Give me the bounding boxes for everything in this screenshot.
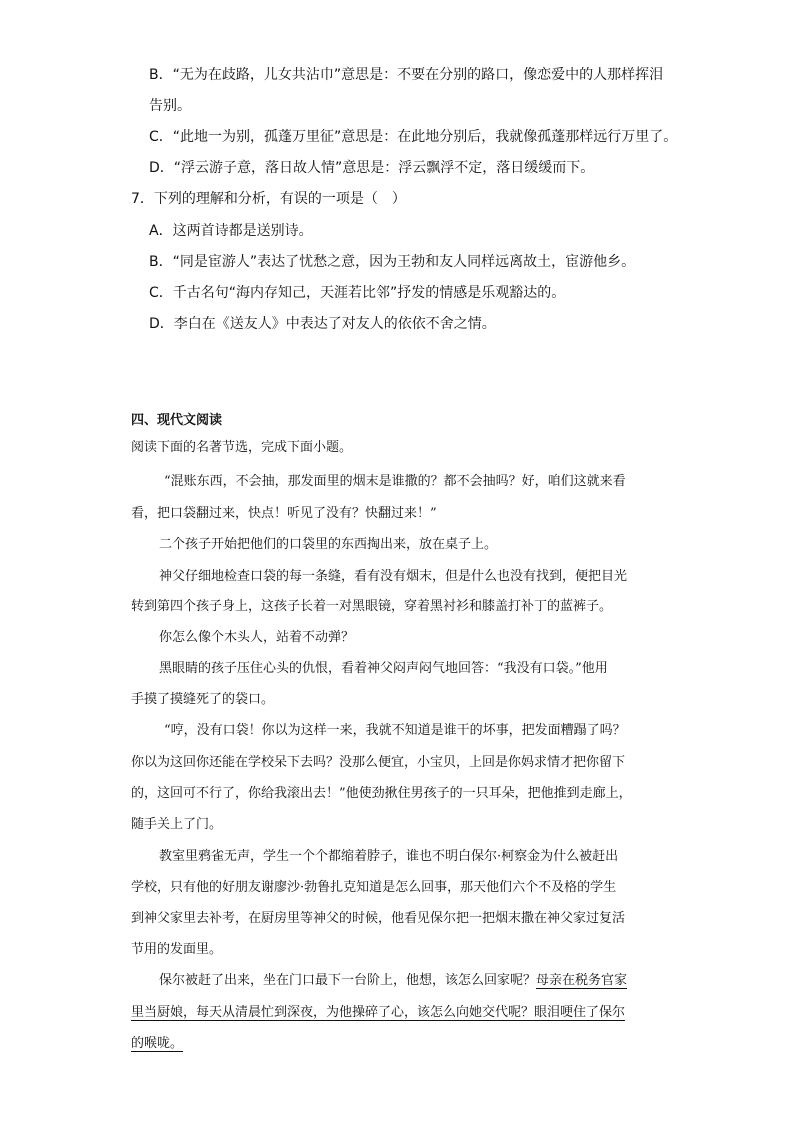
- section-title: 四、现代文阅读: [131, 413, 223, 428]
- passage-p1-line2: 看，把口袋翻过来，快点！听见了没有？快翻过来！”: [131, 506, 437, 521]
- q7-option-a: A．这两首诗都是送别诗。: [149, 223, 313, 239]
- passage-p7-line4: 节用的发面里。: [131, 942, 223, 957]
- passage-p8-line3: 的喉咙。: [131, 1036, 184, 1051]
- passage-p2: 二个孩子开始把他们的口袋里的东西掏出来，放在桌子上。: [159, 537, 498, 552]
- passage-p3-line2: 转到第四个孩子身上，这孩子长着一对黑眼镜，穿着黑衬衫和膝盖打补丁的蓝裤子。: [131, 599, 613, 614]
- passage-p8-line1-plain: 保尔被赶了出来，坐在门口最下一台阶上，他想，该怎么回家呢？: [159, 973, 537, 988]
- q6-option-b-line2: 告别。: [149, 98, 191, 114]
- q7-option-d: D．李白在《送友人》中表达了对友人的依依不舍之情。: [149, 316, 496, 332]
- passage-p5-line2: 手摸了摸缝死了的袋口。: [131, 692, 275, 707]
- q7-option-b: B．“同是宦游人”表达了忧愁之意，因为王勃和友人同样远离故土，宦游他乡。: [149, 254, 636, 270]
- passage-p3-line1: 神父仔细地检查口袋的每一条缝，看有没有烟末，但是什么也没有找到，便把目光: [159, 569, 628, 584]
- passage-p5-line1: 黑眼睛的孩子压住心头的仇恨，看着神父闷声闷气地回答：“我没有口袋。”他用: [159, 661, 608, 676]
- q6-option-b-line1: B．“无为在歧路，儿女共沾巾”意思是：不要在分别的路口，像恋爱中的人那样挥泪: [149, 67, 664, 83]
- q7-stem: 7．下列的理解和分析，有误的一项是（ ）: [131, 191, 406, 207]
- q7-option-c: C．千古名句“海内存知己，天涯若比邻”抒发的情感是乐观豁达的。: [149, 285, 566, 301]
- passage-p7-line1: 教室里鸦雀无声，学生一个个都缩着脖子，谁也不明白保尔·柯察金为什么被赶出: [159, 849, 619, 864]
- passage-p7-line2: 学校，只有他的好朋友谢廖沙·勃鲁扎克知道是怎么回事，那天他们六个不及格的学生: [131, 880, 617, 895]
- section-instruction: 阅读下面的名著节选，完成下面小题。: [131, 440, 353, 455]
- passage-p8-underlined-start: 母亲在税务官家: [536, 973, 628, 988]
- passage-p4: 你怎么像个木头人，站着不动弹？: [159, 630, 355, 645]
- passage-p1-line1: “混账东西，不会抽，那发面里的烟末是谁撒的？都不会抽吗？好，咱们这就来看: [164, 474, 626, 489]
- q6-option-d: D．“浮云游子意，落日故人情”意思是：浮云飘浮不定，落日缓缓而下。: [149, 160, 595, 176]
- q6-option-c: C．“此地一为别，孤蓬万里征”意思是：在此地分别后，我就像孤蓬那样远行万里了。: [149, 129, 678, 145]
- passage-p8-line1: [159, 971, 627, 991]
- passage-p6-line2: 你以为这回你还能在学校呆下去吗？没那么便宜，小宝贝，上回是你妈求情才把你留下: [131, 755, 626, 770]
- passage-p6-line3: 的，这回可不行了，你给我滚出去！”他使劲揪住男孩子的一只耳朵，把他推到走廊上，: [131, 786, 632, 801]
- passage-p7-line3: 到神父家里去补考，在厨房里等神父的时候，他看见保尔把一把烟末撒在神父家过复活: [131, 911, 626, 926]
- passage-p6-line4: 随手关上了门。: [131, 817, 223, 832]
- passage-p8-line2: 里当厨娘，每天从清晨忙到深夜，为他操碎了心，该怎么向她交代呢？眼泪哽住了保尔: [131, 1005, 626, 1020]
- passage-p6-line1: “哼，没有口袋！你以为这样一来，我就不知道是谁干的坏事，把发面糟蹋了吗？: [164, 723, 626, 738]
